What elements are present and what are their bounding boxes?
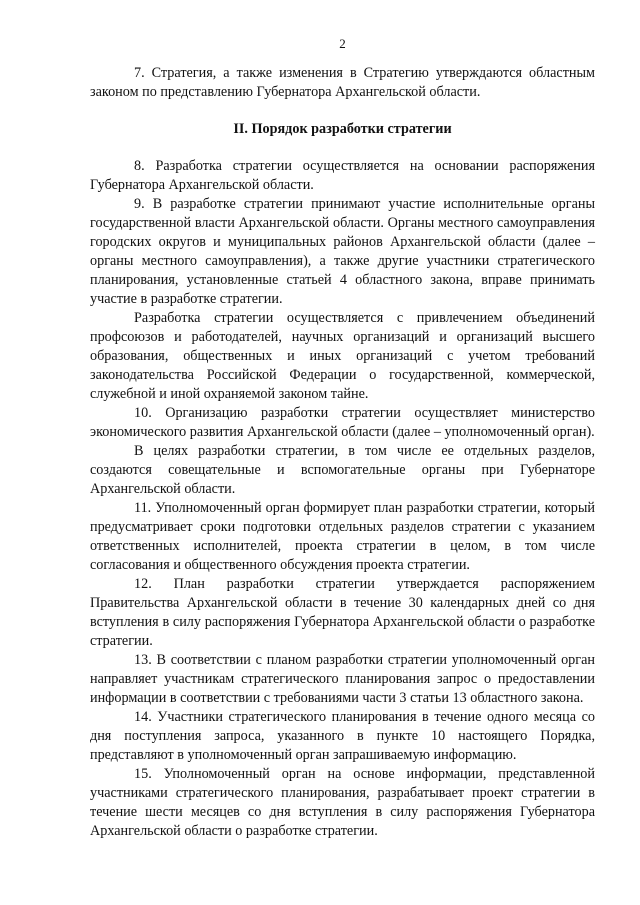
paragraph-9: 9. В разработке стратегии принимают участие исполнительные органы государственной власти Архангельской области. Органы местного самоуправления городских округов и муниципальных районов Архангельской области (далее – органы местного самоуправления), а также другие участники стратегического планирования, установленные статьей 4 областного закона, вправе принимать участие в разработке стратегии. <box>90 196 595 307</box>
paragraph-11: 11. Уполномоченный орган формирует план разработки стратегии, который предусматривает сроки подготовки отдельных разделов стратегии с указанием ответственных исполнителей, проекта стратегии в целом, в том числе согласования и общественного обсуждения проекта стратегии. <box>90 500 595 573</box>
paragraph-15: 15. Уполномоченный орган на основе информации, представленной участниками стратегического планирования, разрабатывает проект стратегии в течение шести месяцев со дня вступления в силу распоряжения Губернатора Архангельской области о разработке стратегии. <box>90 766 595 839</box>
paragraph-14: 14. Участники стратегического планирования в течение одного месяца со дня поступления запроса, указанного в пункте 10 настоящего Порядка, представляют в уполномоченный орган запрашиваемую информацию. <box>90 709 595 763</box>
section-heading: II. Порядок разработки стратегии <box>233 121 452 137</box>
paragraph-10-continued: В целях разработки стратегии, в том числе ее отдельных разделов, создаются совещательные и вспомогательные органы при Губернаторе Архангельской области. <box>90 443 595 497</box>
paragraph-10: 10. Организацию разработки стратегии осуществляет министерство экономического развития Архангельской области (далее – уполномоченный орган). <box>90 405 595 440</box>
paragraph-9-continued: Разработка стратегии осуществляется с привлечением объединений профсоюзов и работодателей, научных организаций и организаций высшего образования, общественных и иных организаций с учетом требований законодательства Российской Федерации о государственной, коммерческой, служебной и иной охраняемой законом тайне. <box>90 310 595 402</box>
paragraph-12: 12. План разработки стратегии утверждается распоряжением Правительства Архангельской области в течение 30 календарных дней со дня вступления в силу распоряжения Губернатора Архангельской области о разработке стратегии. <box>90 576 595 649</box>
paragraph-8: 8. Разработка стратегии осуществляется на основании распоряжения Губернатора Архангельской области. <box>90 158 595 193</box>
document-page <box>90 36 595 841</box>
paragraph-7: 7. Стратегия, а также изменения в Стратегию утверждаются областным законом по представлению Губернатора Архангельской области. <box>90 65 595 100</box>
page-number: 2 <box>339 36 346 51</box>
paragraph-13: 13. В соответствии с планом разработки стратегии уполномоченный орган направляет участникам стратегического планирования запрос о предоставлении информации в соответствии с требованиями части 3 статьи 13 областного закона. <box>90 652 595 706</box>
